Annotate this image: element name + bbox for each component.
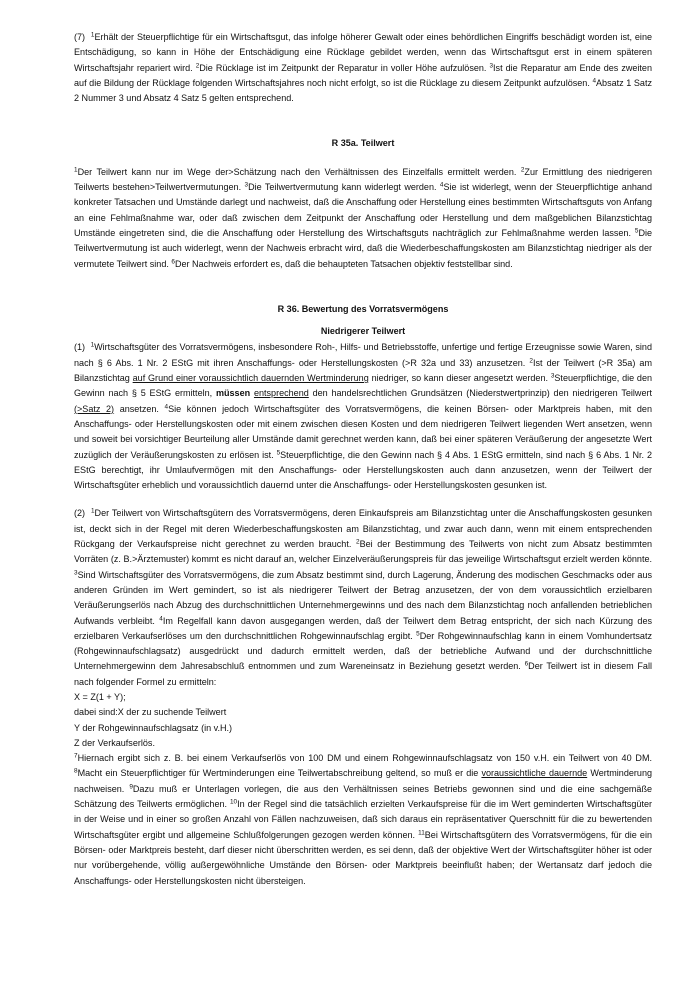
- sentence: Der Nachweis erfordert es, daß die behaupteten Tatsachen objektiv feststellbar sind.: [174, 258, 513, 269]
- sentence: Bei Wirtschaftsgütern des Vorratsvermögens, für die ein Börsen- oder Marktpreis besteht, darf dieser nicht überschritten werden, es sei denn, daß der objektive Wert der Wirtschaftsgüter höher ist oder nur vorübergehende, völlig außergewöhnliche Umstände den Börsen- oder Marktpreis beeinflußt haben; der Wertansatz darf jedoch die Anschaffungs- oder Herstellungskosten nicht übersteigen.: [74, 829, 653, 886]
- sentence-part: niedriger, so kann dieser angesetzt werden.: [371, 373, 549, 384]
- sentence: Die Rücklage ist im Zeitpunkt der Reparatur in voller Höhe aufzulösen.: [199, 62, 487, 73]
- bold-text: müssen: [215, 388, 251, 399]
- sentence-part: Wertminderung nachweisen.: [74, 768, 653, 794]
- sentence: Dazu muß er Unterlagen vorlegen, die aus den Verhältnissen seines Betriebs gewonnen sind und die eine sachgemäße Schätzung des Teilwerts ermöglichen.: [74, 783, 653, 810]
- sentence-marker: 10: [230, 798, 238, 806]
- paragraph-number: (7): [74, 32, 86, 42]
- sentence-marker: 9: [129, 783, 133, 791]
- sentence: Der Rohgewinnaufschlag kann in einem Vomhundertsatz (Rohgewinnaufschlagsatz) ausgedrückt und dadurch ermittelt werden, daß der betriebliche Aufwand und der durchschnittliche Unternehmergewinn dem Jahresabschluß entnommen und zum Wareneinsatz in Beziehung gesetzt werden.: [74, 630, 652, 672]
- sentence: Der Teilwert von Wirtschaftsgütern des Vorratsvermögens, deren Einkaufspreis am Bilanzstichtag unter die Anschaffungskosten gesunken ist, deckt sich in der Regel mit deren Wiederbeschaffungskosten am Bilanzstichtag, und zwar auch dann, wenn mit einem entsprechenden Rückgang der Verkaufspreise nicht gerechnet zu werden braucht.: [74, 508, 652, 550]
- sentence-marker: 3: [74, 569, 78, 577]
- sentence: Sind Wirtschaftsgüter des Vorratsvermögens, die zum Absatz bestimmt sind, durch Lagerung, Änderung des modischen Geschmacks oder aus anderen Gründen im Wert gemindert, so ist als niedrigerer Teilwert der Betrag anzusetzen, der von dem voraussichtlich erzielbaren Veräußerungserlös nach Abzug des durchschnittlichen Unternehmergewinns und des nach dem Bilanzstichtag noch anfallenden betrieblichen Aufwands verbleibt.: [74, 569, 652, 626]
- subheading: Niedrigerer Teilwert: [320, 326, 406, 337]
- sentence: Ist die Reparatur am Ende des zweiten auf die Bildung der Rücklage folgenden Wirtschaftsjahres noch nicht erfolgt, so ist die Rücklage zu diesem Zeitpunkt aufzulösen.: [74, 62, 652, 88]
- formula-legend-y: Y der Rohgewinnaufschlagsatz (in v.H.): [74, 722, 233, 733]
- sentence-marker: 7: [74, 752, 78, 760]
- sentence-part: Steuerpflichtige, die den Gewinn nach § 5 EStG ermitteln,: [74, 373, 653, 399]
- sentence-marker: 2: [520, 166, 525, 174]
- sentence-marker: 3: [489, 62, 494, 69]
- sentence-marker: 4: [164, 403, 169, 411]
- sentence-part: ansetzen.: [119, 403, 159, 414]
- underlined-text: (>Satz 2): [74, 403, 115, 414]
- paragraph-7: [74, 30, 652, 106]
- sentence: Absatz 1 Satz 2 Nummer 3 und Absatz 4 Satz 5 gelten entsprechend.: [74, 77, 652, 104]
- r35a-body: [74, 165, 652, 272]
- r36-paragraph-1: [74, 340, 652, 493]
- sentence-marker: 5: [634, 227, 639, 235]
- sentence-marker: 3: [244, 181, 249, 189]
- sentence: Zur Ermittlung des niedrigeren Teilwerts bestehen>Teilwertvermutungen.: [74, 166, 653, 193]
- sentence: Bei der Bestimmung des Teilwerts von nicht zum Absatz bestimmten Vorräten (z. B.>Ärztemuster) kommt es nicht darauf an, welcher Einzelveräußerungspreis für das jeweilige Wirtschaftsgut erzielt werden könnte.: [74, 539, 653, 565]
- formula-legend-x: dabei sind:X der zu suchende Teilwert: [74, 707, 227, 718]
- sentence-marker: 6: [524, 660, 529, 668]
- underlined-text: entsprechend: [253, 388, 309, 399]
- sentence-part: Macht ein Steuerpflichtiger für Wertminderungen eine Teilwertabschreibung geltend, so muß er die: [77, 768, 479, 779]
- section-heading-r35a: R 35a. Teilwert: [331, 138, 395, 149]
- sentence: Der Teilwert kann nur im Wege der>Schätzung nach den Verhältnissen des Einzelfalls ermittelt werden.: [77, 166, 517, 177]
- section-heading-r36: R 36. Bewertung des Vorratsvermögens: [277, 303, 449, 314]
- sentence-marker: 4: [592, 77, 597, 85]
- sentence-marker: 8: [74, 767, 78, 775]
- r36-paragraph-2: [74, 506, 652, 888]
- sentence-marker: 4: [439, 181, 444, 189]
- underlined-text: auf Grund einer voraussichtlich dauernden Wertminderung: [132, 373, 369, 384]
- sentence: Steuerpflichtige, die den Gewinn nach § 4 Abs. 1 EStG ermitteln, sind nach § 6 Abs. 1 Nr. 2 EStG berechtigt, ihr Umlaufvermögen mit den Anschaffungs- oder Herstellungskosten auch dann anzusetzen, wenn der Teilwert der Wirtschaftsgüter erheblich und voraussichtlich dauernd unter die Anschaffungs- oder Herstellungskosten gesunken ist.: [74, 449, 652, 491]
- sentence-marker: 5: [416, 630, 420, 638]
- formula-legend-z: Z der Verkaufserlös.: [74, 737, 155, 748]
- sentence-marker: 6: [171, 257, 175, 265]
- sentence: In der Regel sind die tatsächlich erzielten Verkaufspreise für die im Wert geminderten Wirtschaftsgüter in der Weise und in einer so großen Anzahl von Fällen nachzuweisen, daß sich daraus ein repräsentativer Querschnitt für die zu bewertenden Wirtschaftsgüter ergibt und allgemeine Schlußfolgerungen gezogen werden können.: [74, 799, 652, 840]
- sentence-marker: 1: [90, 507, 95, 515]
- sentence: Im Regelfall kann davon ausgegangen werden, daß der Teilwert dem Betrag entspricht, der sich nach Kürzung des erzielbaren Verkaufserlöses um den durchschnittlichen Rohgewinnaufschlag ergibt.: [74, 615, 652, 641]
- sentence-marker: 11: [418, 829, 425, 837]
- sentence-marker: 3: [550, 372, 555, 380]
- sentence: Sie ist widerlegt, wenn der Steuerpflichtige anhand konkreter Tatsachen und Umstände darlegt und nachweist, daß die Anschaffung oder Herstellung eines bestimmten Wirtschaftsguts von Anfang an eine Fehlmaßnahme war, oder daß zwischen dem Zeitpunkt der Anschaffung oder Herstellung und dem maßgeblichen Bilanzstichtag Umstände eingetreten sind, die die Anschaffung oder Herstellung des Wirtschaftsguts nachträglich zur Fehlmaßnahme werden lassen.: [74, 182, 652, 238]
- sentence-part: den handelsrechtlichen Grundsätzen (Niederstwertprinzip) den niedrigeren Teilwert: [312, 388, 652, 399]
- paragraph-number: (2): [74, 508, 86, 519]
- sentence-marker: 2: [529, 357, 533, 365]
- sentence-marker: 2: [195, 62, 200, 69]
- formula: X = Z(1 + Y);: [74, 691, 126, 702]
- sentence-part: Ist der Teilwert (>R 35a) am Bilanzstichtag: [74, 357, 653, 384]
- sentence-marker: 1: [90, 31, 95, 39]
- sentence-marker: 1: [90, 341, 95, 349]
- sentence: Der Teilwert ist in diesem Fall nach folgender Formel zu ermitteln:: [74, 661, 652, 687]
- sentence: Die Teilwertvermutung kann widerlegt werden.: [248, 182, 437, 193]
- sentence-marker: 5: [276, 448, 281, 456]
- sentence-marker: 4: [159, 614, 163, 622]
- sentence: Sie können jedoch Wirtschaftsgüter des Vorratsvermögens, die keinen Börsen- oder Marktpreis haben, mit den Anschaffungs- oder Herstellungskosten oder mit einem zwischen diesen Kosten und dem niedrigeren Teilwert liegenden Wert ansetzen, wenn und soweit bei vorsichtiger Beurteilung aller Umstände damit gerechnet werden kann, daß bei einer späteren Veräußerung der angesetzte Wert zuzüglich der Veräußerungskosten zu erlösen ist.: [74, 403, 652, 460]
- sentence-marker: 2: [356, 538, 360, 546]
- sentence: Hiernach ergibt sich z. B. bei einem Verkaufserlös von 100 DM und einem Rohgewinnaufschlagsatz von 150 v.H. ein Teilwert von 40 DM.: [77, 753, 652, 764]
- sentence: Die Teilwertvermutung ist auch widerlegt, wenn der Nachweis erbracht wird, daß die Wiederbeschaffungskosten am Bilanzstichtag niedriger als der vermutete Teilwert sind.: [74, 227, 653, 269]
- sentence: Wirtschaftsgüter des Vorratsvermögens, insbesondere Roh-, Hilfs- und Betriebsstoffe, unfertige und fertige Erzeugnisse sowie Waren, sind nach § 6 Abs. 1 Nr. 2 EStG mit ihren Anschaffungs- oder Herstellungskosten (>R 32a und 33) anzusetzen.: [74, 342, 652, 368]
- sentence: Erhält der Steuerpflichtige für ein Wirtschaftsgut, das infolge höherer Gewalt oder eines behördlichen Eingriffs beschädigt worden ist, eine Entschädigung, so kann in Höhe der Entschädigung eine Rücklage gebildet werden, wenn das Wirtschaftsgut erst in einem späteren Wirtschaftsjahr repariert wird.: [74, 32, 653, 73]
- paragraph-number: (1): [74, 342, 86, 353]
- underlined-text: voraussichtliche dauernde: [481, 768, 588, 779]
- sentence-marker: 1: [74, 166, 78, 174]
